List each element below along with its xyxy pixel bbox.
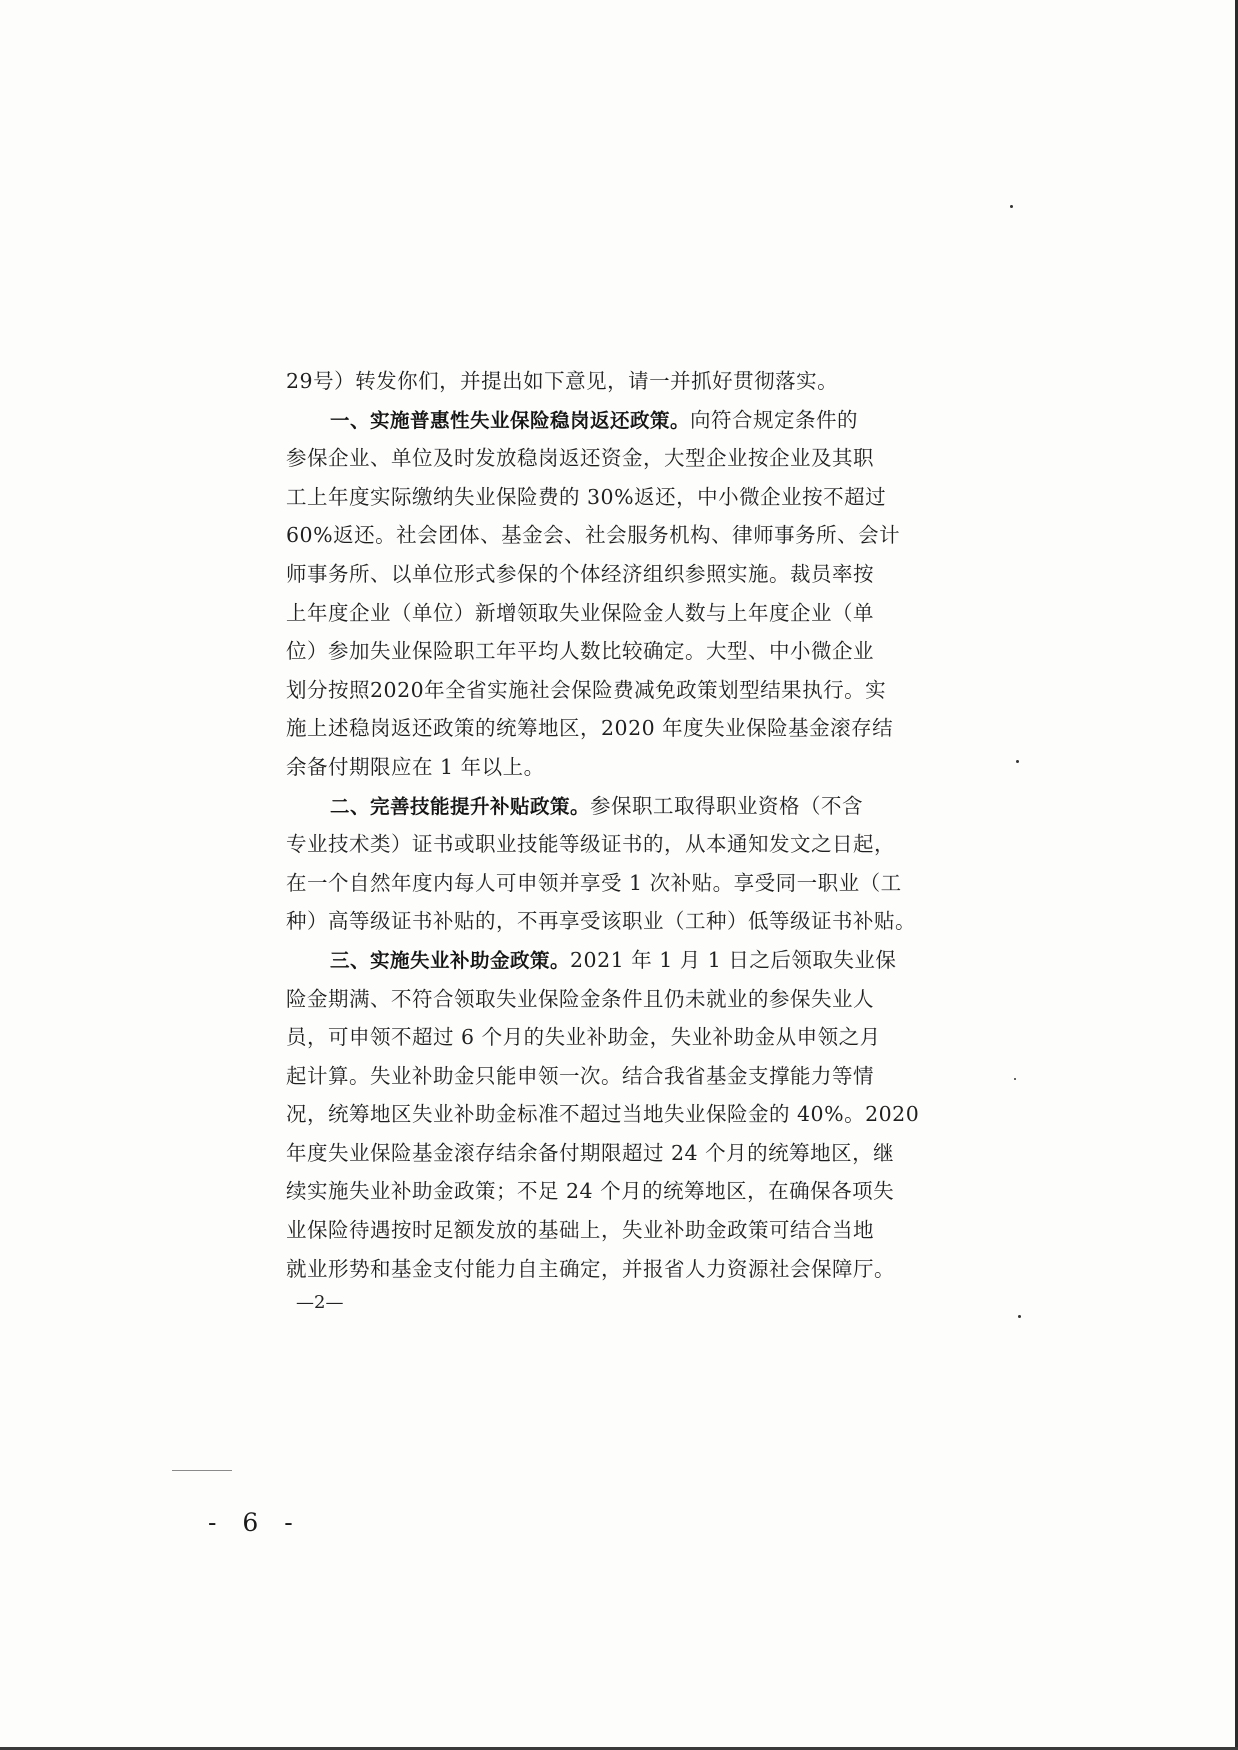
line-text: 60%返还。社会团体、基金会、社会服务机构、律师事务所、会计: [286, 523, 901, 548]
text-line: [286, 555, 956, 594]
line-text: 施上述稳岗返还政策的统筹地区，2020 年度失业保险基金滚存结: [286, 716, 894, 741]
text-line: [286, 787, 956, 826]
section-heading: 三、实施失业补助金政策。: [330, 948, 571, 972]
section-heading: 二、完善技能提升补贴政策。: [330, 794, 591, 818]
scan-speck: [1010, 205, 1013, 208]
text-line: [286, 1211, 956, 1250]
text-line: [286, 401, 956, 440]
line-text: 在一个自然年度内每人可申领并享受 1 次补贴。享受同一职业（工: [286, 870, 902, 895]
line-text: 29号）转发你们，并提出如下意见，请一并抓好贯彻落实。: [286, 369, 839, 393]
document-body: [286, 362, 956, 1326]
text-line: [286, 478, 956, 517]
line-text: 就业形势和基金支付能力自主确定，并报省人力资源社会保障厅。: [286, 1256, 895, 1281]
divider-line: [172, 1470, 232, 1471]
scan-speck: [1014, 1078, 1016, 1080]
line-text: 位）参加失业保险职工年平均人数比较确定。大型、中小微企业: [286, 639, 874, 664]
line-text: 年度失业保险基金滚存结余备付期限超过 24 个月的统筹地区，继: [286, 1140, 895, 1165]
text-line: [286, 864, 956, 903]
text-line: [286, 1172, 956, 1211]
text-line: [286, 1250, 956, 1289]
text-line: [286, 902, 956, 941]
text-line: [286, 439, 956, 478]
line-text: 上年度企业（单位）新增领取失业保险金人数与上年度企业（单: [286, 600, 874, 625]
line-text: 续实施失业补助金政策；不足 24 个月的统筹地区，在确保各项失: [286, 1179, 895, 1204]
line-text: 专业技术类）证书或职业技能等级证书的，从本通知发文之日起，: [286, 832, 895, 857]
inline-page-number: —2—: [296, 1292, 344, 1314]
line-text: 起计算。失业补助金只能申领一次。结合我省基金支撑能力等情: [286, 1063, 874, 1088]
line-text: 划分按照2020年全省实施社会保险费减免政策划型结果执行。实: [286, 677, 887, 702]
text-line: [286, 1095, 956, 1134]
text-line: [286, 980, 956, 1019]
line-text: 种）高等级证书补贴的，不再享受该职业（工种）低等级证书补贴。: [286, 909, 916, 934]
section-heading: 一、实施普惠性失业保险稳岗返还政策。: [330, 408, 691, 432]
line-text: 参保企业、单位及时发放稳岗返还资金，大型企业按企业及其职: [286, 446, 874, 471]
line-text: 师事务所、以单位形式参保的个体经济组织参照实施。裁员率按: [286, 561, 874, 586]
text-line: [286, 594, 956, 633]
text-line: [286, 709, 956, 748]
line-text: 险金期满、不符合领取失业保险金条件且仍未就业的参保失业人: [286, 986, 874, 1011]
line-text: 余备付期限应在 1 年以上。: [286, 754, 545, 779]
text-line: [286, 1134, 956, 1173]
text-line: [286, 748, 956, 787]
text-line: [286, 632, 956, 671]
footer-page-number: - 6 -: [208, 1508, 302, 1537]
line-text: 参保职工取得职业资格（不含: [590, 793, 864, 818]
text-line: [286, 362, 956, 401]
text-line: [286, 1018, 956, 1057]
text-line: [286, 941, 956, 980]
line-text: 业保险待遇按时足额发放的基础上，失业补助金政策可结合当地: [286, 1218, 874, 1243]
text-line: [286, 1057, 956, 1096]
line-text: 况，统筹地区失业补助金标准不超过当地失业保险金的 40%。2020: [286, 1102, 920, 1127]
scan-speck: [1018, 1315, 1021, 1318]
line-text: 工上年度实际缴纳失业保险费的 30%返还，中小微企业按不超过: [286, 484, 887, 509]
line-text: 员，可申领不超过 6 个月的失业补助金，失业补助金从申领之月: [286, 1025, 881, 1050]
line-text: 向符合规定条件的: [690, 407, 859, 432]
line-text: 2021 年 1 月 1 日之后领取失业保: [570, 947, 897, 972]
text-line: [286, 825, 956, 864]
scan-speck: [1016, 760, 1019, 763]
text-line: [286, 671, 956, 710]
text-line: [286, 516, 956, 555]
